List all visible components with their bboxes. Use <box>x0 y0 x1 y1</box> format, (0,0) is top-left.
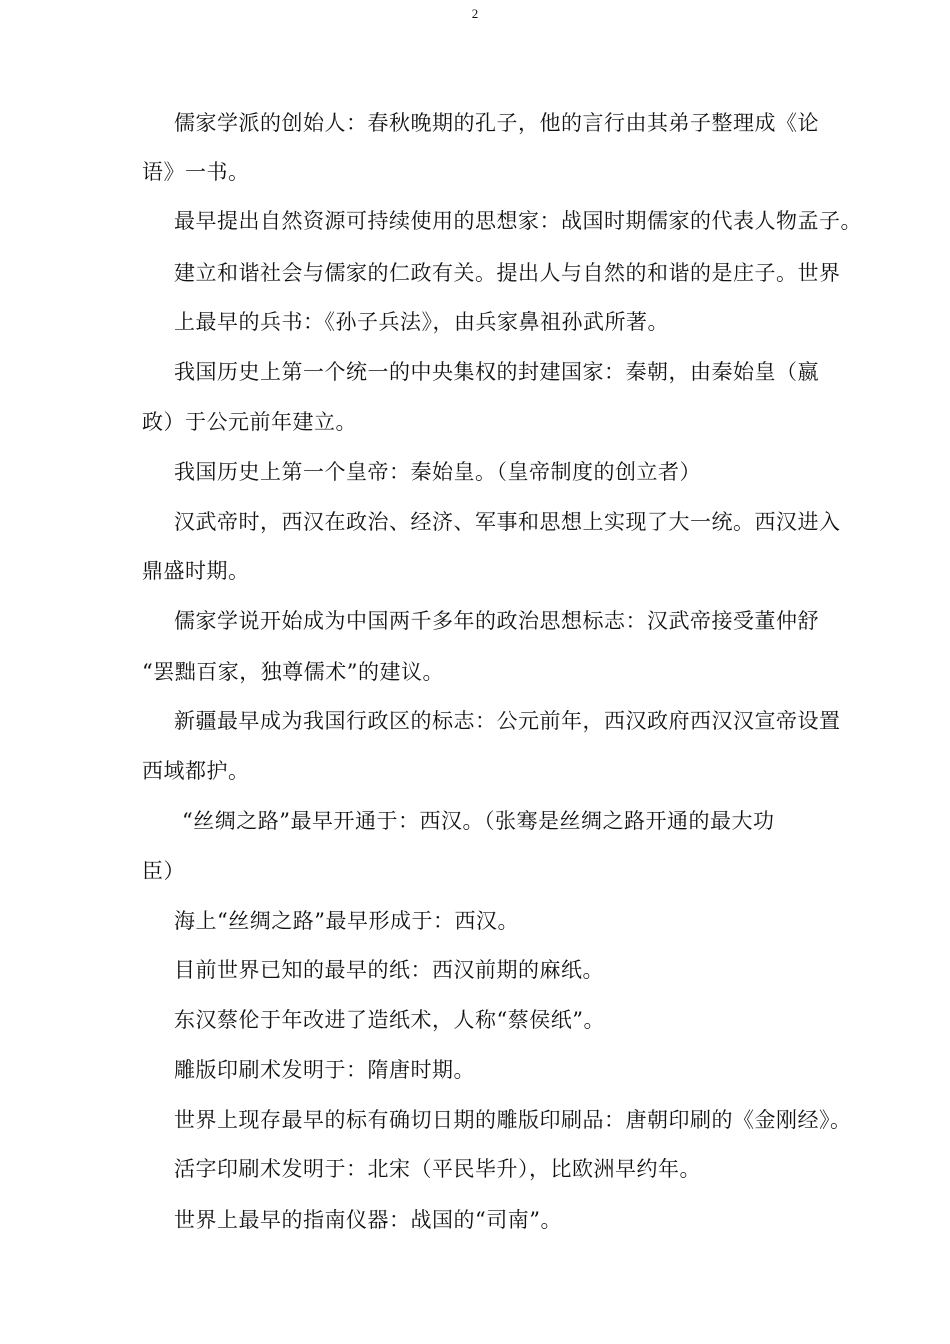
text-line: 我国历史上第一个统一的中央集权的封建国家：秦朝，由秦始皇（嬴 <box>174 360 819 384</box>
text-line: 儒家学说开始成为中国两千多年的政治思想标志：汉武帝接受董仲舒 <box>174 609 819 633</box>
text-line: 东汉蔡伦于年改进了造纸术，人称“蔡侯纸”。 <box>174 1008 605 1032</box>
text-line: 活字印刷术发明于：北宋（平民毕升），比欧洲早约年。 <box>174 1157 701 1181</box>
text-line: “丝绸之路”最早开通于：西汉。（张骞是丝绸之路开通的最大功 <box>182 809 775 833</box>
text-line: 建立和谐社会与儒家的仁政有关。提出人与自然的和谐的是庄子。世界 <box>174 261 841 285</box>
text-line: 儒家学派的创始人：春秋晚期的孔子，他的言行由其弟子整理成《论 <box>174 111 819 135</box>
text-line: 鼎盛时期。 <box>142 559 250 583</box>
text-line: 雕版印刷术发明于：隋唐时期。 <box>174 1058 475 1082</box>
text-line: 海上“丝绸之路”最早形成于：西汉。 <box>174 909 519 933</box>
text-line: 汉武帝时，西汉在政治、经济、军事和思想上实现了大一统。西汉进入 <box>174 510 841 534</box>
page-number: 2 <box>471 6 479 21</box>
text-line: “罢黜百家，独尊儒术”的建议。 <box>142 660 444 684</box>
text-line: 世界上现存最早的标有确切日期的雕版印刷品：唐朝印刷的《金刚经》。 <box>174 1108 852 1132</box>
text-line: 最早提出自然资源可持续使用的思想家：战国时期儒家的代表人物孟子。 <box>174 209 862 233</box>
text-line: 语》一书。 <box>142 160 250 184</box>
text-line: 我国历史上第一个皇帝：秦始皇。（皇帝制度的创立者） <box>174 460 701 484</box>
text-line: 臣） <box>142 859 185 883</box>
text-line: 西域都护。 <box>142 759 250 783</box>
text-line: 新疆最早成为我国行政区的标志：公元前年，西汉政府西汉汉宣帝设置 <box>174 709 841 733</box>
text-line: 上最早的兵书：《孙子兵法》，由兵家鼻祖孙武所著。 <box>174 310 669 334</box>
text-line: 目前世界已知的最早的纸：西汉前期的麻纸。 <box>174 958 604 982</box>
text-line: 政）于公元前年建立。 <box>142 410 357 434</box>
text-line: 世界上最早的指南仪器：战国的“司南”。 <box>174 1208 562 1232</box>
